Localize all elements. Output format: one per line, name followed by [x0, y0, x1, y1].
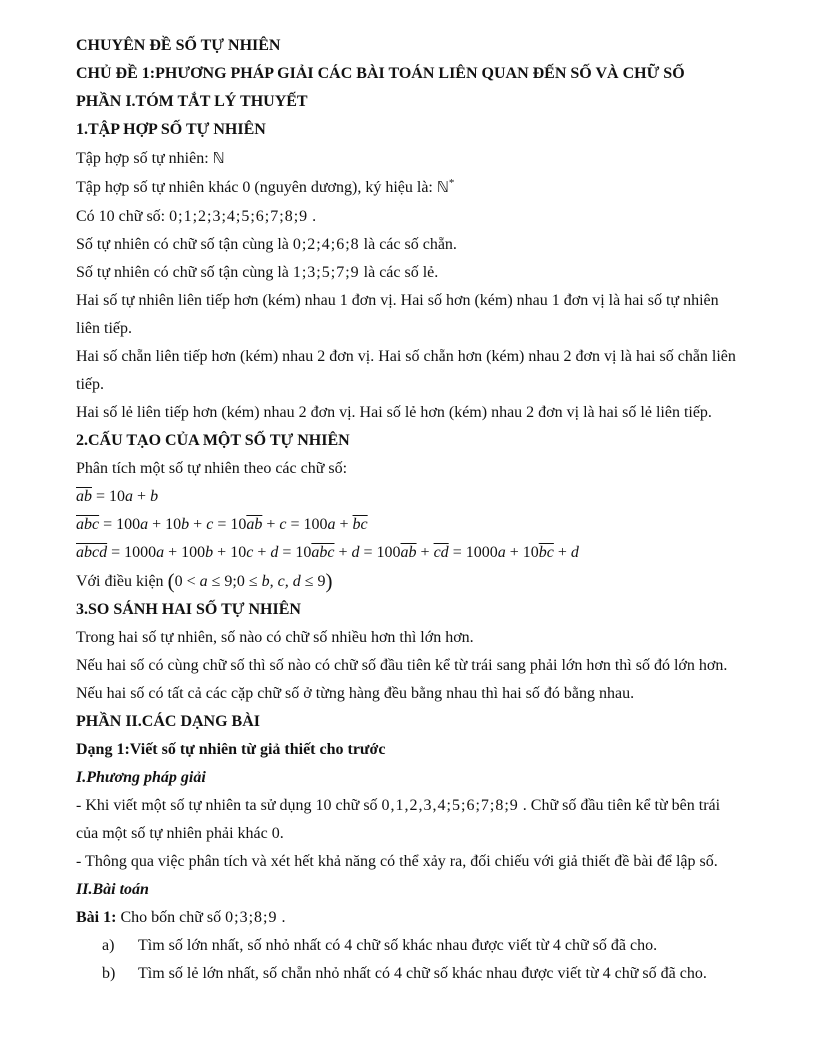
para-decompose-intro	[76, 455, 741, 483]
formula-three-digit	[76, 511, 741, 539]
section2-heading	[76, 427, 741, 455]
para-ten-digits	[76, 203, 741, 231]
formula-three-digit-seg-14: $\overline{bc}$	[352, 516, 368, 533]
formula-four-digit-seg-6: c	[246, 544, 254, 561]
para-method-digits-seg-1: 0,1,2,3,4;5;6;7;8;9	[381, 797, 519, 814]
para-consecutive-natural	[76, 287, 741, 343]
formula-three-digit-seg-2: a	[140, 516, 149, 533]
para-consecutive-even-seg-0: Hai số chẵn liên tiếp hơn (kém) nhau 2 đơn vị. Hai số chẵn hơn (kém) nhau 2 đơn vị là hai số chẵn liên tiếp.	[76, 348, 736, 393]
formula-three-digit-seg-10: c	[279, 516, 287, 533]
topic-heading	[76, 60, 741, 88]
formula-four-digit-seg-15: +	[416, 544, 434, 561]
formula-four-digit-seg-12: d	[351, 544, 360, 561]
para-consecutive-odd-seg-0: Hai số lẻ liên tiếp hơn (kém) nhau 2 đơn vị. Hai số lẻ hơn (kém) nhau 2 đơn vị là hai số lẻ liên tiếp.	[76, 404, 712, 421]
para-condition-seg-5: b, c, d	[261, 573, 301, 590]
problem-1-seg-2: 0;3;8;9	[225, 909, 278, 926]
problem-1	[76, 904, 741, 932]
para-condition-seg-3: a	[199, 573, 208, 590]
para-even-ending	[76, 231, 741, 259]
section3-heading-seg-0: 3.SO SÁNH HAI SỐ TỰ NHIÊN	[76, 601, 301, 618]
para-compare-same-length	[76, 652, 741, 708]
problems-heading-seg-0: II.Bài toán	[76, 881, 149, 898]
para-even-ending-seg-1: 0;2;4;6;8	[292, 236, 360, 253]
para-condition-seg-4: ≤ 9;0 ≤	[207, 573, 262, 590]
part2-heading-seg-0: PHẦN II.CÁC DẠNG BÀI	[76, 713, 261, 730]
part2-heading	[76, 708, 741, 736]
formula-three-digit-seg-12: a	[327, 516, 336, 533]
formula-four-digit-seg-5: + 10	[213, 544, 247, 561]
formula-three-digit-seg-3: + 10	[148, 516, 182, 533]
topic-heading-seg-0: CHỦ ĐỀ 1:PHƯƠNG PHÁP GIẢI CÁC BÀI TOÁN LIÊN QUAN ĐẾN SỐ VÀ CHỮ SỐ	[76, 65, 685, 82]
formula-four-digit-seg-18: a	[497, 544, 506, 561]
naturals-star-symbol: ℕ	[436, 178, 449, 196]
para-natural-nonzero-seg-2: *	[448, 177, 455, 189]
problem-1-item-a	[76, 932, 741, 960]
para-natural-nonzero-seg-0: Tập hợp số tự nhiên khác 0 (nguyên dương), ký hiệu là:	[76, 179, 437, 196]
formula-three-digit-seg-8: $\overline{ab}$	[246, 516, 263, 533]
formula-four-digit-seg-13: = 100	[359, 544, 401, 561]
section1-heading	[76, 116, 741, 144]
para-method-digits-seg-0: - Khi viết một số tự nhiên ta sử dụng 10 chữ số	[76, 797, 382, 814]
formula-four-digit-seg-10: $\overline{abc}$	[311, 544, 335, 561]
formula-four-digit-seg-7: +	[253, 544, 271, 561]
para-condition-seg-1: (	[167, 569, 175, 593]
formula-four-digit-seg-4: b	[205, 544, 214, 561]
para-method-analyze	[76, 848, 741, 876]
formula-three-digit-seg-7: = 10	[213, 516, 247, 533]
para-consecutive-even	[76, 343, 741, 399]
formula-four-digit-seg-1: = 1000	[107, 544, 157, 561]
problem-1-item-b	[76, 960, 741, 988]
formula-two-digit-seg-1: = 10	[92, 488, 126, 505]
formula-three-digit-seg-6: c	[206, 516, 214, 533]
formula-three-digit-seg-0: $\overline{abc}$	[76, 516, 100, 533]
para-condition	[76, 567, 741, 596]
para-ten-digits-seg-2: .	[308, 208, 317, 225]
para-condition-seg-2: 0 <	[174, 573, 200, 590]
formula-two-digit-seg-0: $\overline{ab}$	[76, 488, 92, 505]
formula-two-digit	[76, 483, 741, 511]
dang1-heading-seg-0: Dạng 1:Viết số tự nhiên từ giả thiết cho trước	[76, 741, 386, 758]
formula-four-digit-seg-17: = 1000	[448, 544, 498, 561]
formula-two-digit-seg-2: a	[125, 488, 134, 505]
problem-1-seg-3: .	[277, 909, 286, 926]
problem-1-item-b-seg-1: Tìm số lẻ lớn nhất, số chẵn nhỏ nhất có 4 chữ số khác nhau được viết từ 4 chữ số đã cho.	[138, 965, 707, 982]
para-compare-digit-count-seg-0: Trong hai số tự nhiên, số nào có chữ số nhiều hơn thì lớn hơn.	[76, 629, 474, 646]
para-compare-digit-count	[76, 624, 741, 652]
para-ten-digits-seg-0: Có 10 chữ số:	[76, 208, 170, 225]
problem-1-seg-0: Bài 1:	[76, 909, 117, 926]
formula-four-digit-seg-21: +	[553, 544, 571, 561]
method-heading	[76, 764, 741, 792]
section1-heading-seg-0: 1.TẬP HỢP SỐ TỰ NHIÊN	[76, 121, 266, 138]
para-condition-seg-0: Với điều kiện	[76, 573, 168, 590]
para-condition-seg-7: )	[325, 569, 333, 593]
formula-four-digit-seg-3: + 100	[164, 544, 206, 561]
para-consecutive-odd	[76, 399, 741, 427]
doc-title	[76, 32, 741, 60]
para-natural-set-seg-0: Tập hợp số tự nhiên:	[76, 150, 213, 167]
dang1-heading	[76, 736, 741, 764]
section3-heading	[76, 596, 741, 624]
problem-1-item-a-seg-0: a)	[102, 937, 115, 954]
formula-three-digit-seg-13: +	[335, 516, 353, 533]
problem-1-item-a-seg-1: Tìm số lớn nhất, số nhỏ nhất có 4 chữ số khác nhau được viết từ 4 chữ số đã cho.	[138, 937, 658, 954]
part1-heading-seg-0: PHẦN I.TÓM TẮT LÝ THUYẾT	[76, 93, 308, 110]
formula-three-digit-seg-11: = 100	[286, 516, 328, 533]
formula-three-digit-seg-4: b	[181, 516, 190, 533]
para-natural-nonzero	[76, 173, 741, 203]
formula-two-digit-seg-3: +	[133, 488, 151, 505]
formula-two-digit-seg-4: b	[150, 488, 159, 505]
formula-four-digit-seg-20: $\overline{bc}$	[538, 544, 554, 561]
formula-four-digit-seg-14: $\overline{ab}$	[400, 544, 417, 561]
formula-four-digit-seg-2: a	[156, 544, 165, 561]
formula-four-digit-seg-8: d	[270, 544, 279, 561]
formula-three-digit-seg-9: +	[262, 516, 280, 533]
formula-three-digit-seg-5: +	[189, 516, 207, 533]
para-odd-ending-seg-0: Số tự nhiên có chữ số tận cùng là	[76, 264, 293, 281]
para-method-digits-seg-2: . Chữ số đầu tiên kể từ bên trái của một số tự nhiên phải khác 0.	[76, 797, 721, 842]
para-even-ending-seg-0: Số tự nhiên có chữ số tận cùng là	[76, 236, 293, 253]
method-heading-seg-0: I.Phương pháp giải	[76, 769, 206, 786]
para-natural-set	[76, 144, 741, 173]
para-compare-same-length-seg-0: Nếu hai số có cùng chữ số thì số nào có chữ số đầu tiên kể từ trái sang phải lớn hơn thì số đó lớn hơn. Nếu hai số có tất cả các cặp chữ số ở từng hàng đều bằng nhau thì hai số đó bằng nhau.	[76, 657, 728, 702]
para-odd-ending-seg-1: 1;3;5;7;9	[292, 264, 360, 281]
formula-four-digit-seg-9: = 10	[278, 544, 312, 561]
problems-heading	[76, 876, 741, 904]
formula-four-digit-seg-0: abcd	[76, 544, 108, 561]
problem-1-seg-1: Cho bốn chữ số	[116, 909, 226, 926]
formula-four-digit-seg-16: $\overline{cd}$	[433, 544, 449, 561]
para-method-digits	[76, 792, 741, 848]
formula-four-digit-seg-19: + 10	[505, 544, 539, 561]
doc-title-seg-0: CHUYÊN ĐỀ SỐ TỰ NHIÊN	[76, 37, 281, 54]
para-ten-digits-seg-1: 0;1;2;3;4;5;6;7;8;9	[169, 208, 309, 225]
formula-three-digit-seg-1: = 100	[99, 516, 141, 533]
para-decompose-intro-seg-0: Phân tích một số tự nhiên theo các chữ số:	[76, 460, 348, 477]
problem-1-item-b-seg-0: b)	[102, 965, 116, 982]
para-odd-ending	[76, 259, 741, 287]
para-consecutive-natural-seg-0: Hai số tự nhiên liên tiếp hơn (kém) nhau 1 đơn vị. Hai số hơn (kém) nhau 1 đơn vị là hai số tự nhiên liên tiếp.	[76, 292, 719, 337]
formula-four-digit-seg-22: d	[570, 544, 579, 561]
para-even-ending-seg-2: là các số chẵn.	[359, 236, 457, 253]
formula-four-digit	[76, 539, 741, 567]
naturals-symbol: ℕ	[212, 149, 225, 167]
para-odd-ending-seg-2: là các số lẻ.	[359, 264, 439, 281]
section2-heading-seg-0: 2.CẤU TẠO CỦA MỘT SỐ TỰ NHIÊN	[76, 432, 350, 449]
part1-heading	[76, 88, 741, 116]
formula-four-digit-seg-11: +	[334, 544, 352, 561]
para-condition-seg-6: ≤ 9	[300, 573, 326, 590]
para-method-analyze-seg-0: - Thông qua việc phân tích và xét hết khả năng có thể xảy ra, đối chiếu với giả thiết đề bài để lập số.	[76, 853, 718, 870]
